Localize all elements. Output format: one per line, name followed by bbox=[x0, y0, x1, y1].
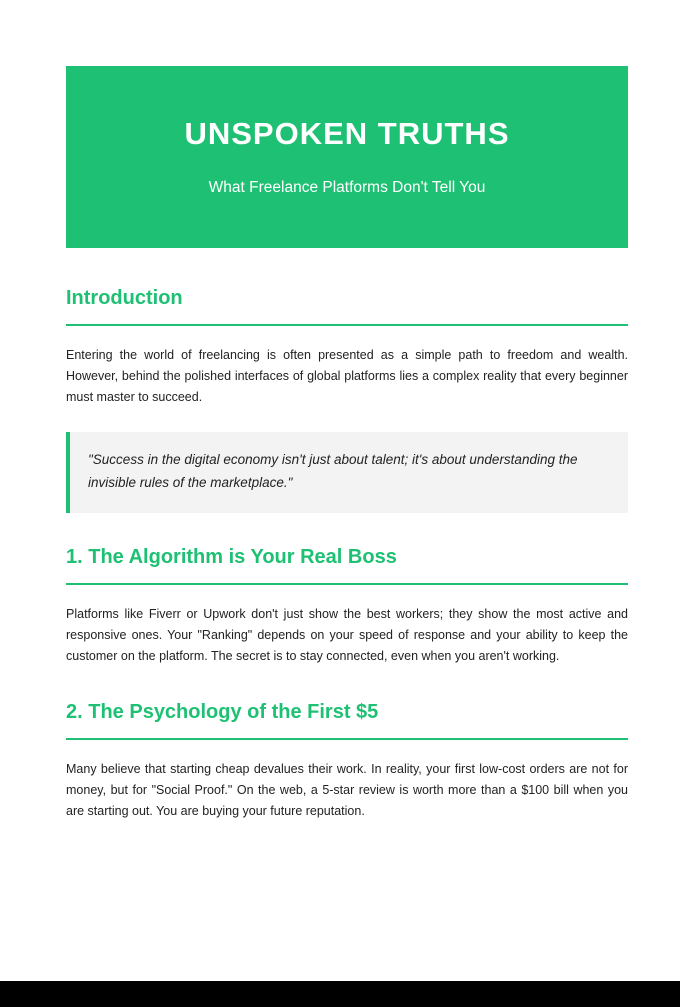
section-psychology-divider bbox=[66, 738, 628, 740]
section-algorithm bbox=[66, 545, 628, 667]
document-page bbox=[66, 66, 628, 822]
section-psychology bbox=[66, 700, 628, 822]
section-algorithm-paragraph: Platforms like Fiverr or Upwork don't just show the best workers; they show the most active and responsive ones. Your "Ranking" depends on your speed of response and your ability to keep the customer on the platform. The secret is to stay connected, even when you aren't working. bbox=[66, 607, 628, 663]
page-title: UNSPOKEN TRUTHS bbox=[184, 116, 510, 151]
introduction-heading: Introduction bbox=[66, 287, 183, 309]
bottom-bar bbox=[0, 981, 680, 1007]
introduction-paragraph: Entering the world of freelancing is often presented as a simple path to freedom and wealth. However, behind the polished interfaces of global platforms lies a complex reality that every beginner must master to succeed. bbox=[66, 348, 628, 404]
introduction-section bbox=[66, 286, 628, 513]
introduction-divider bbox=[66, 324, 628, 326]
section-algorithm-heading: 1. The Algorithm is Your Real Boss bbox=[66, 546, 397, 568]
section-psychology-paragraph: Many believe that starting cheap devalues their work. In reality, your first low-cost orders are not for money, but for "Social Proof." On the web, a 5-star review is worth more than a $100 bill when you are starting out. You are buying your future reputation. bbox=[66, 762, 628, 818]
pull-quote: "Success in the digital economy isn't just about talent; it's about understanding the invisible rules of the marketplace." bbox=[66, 432, 628, 513]
page-subtitle: What Freelance Platforms Don't Tell You bbox=[208, 179, 486, 196]
hero-banner bbox=[66, 66, 628, 248]
section-psychology-heading: 2. The Psychology of the First $5 bbox=[66, 701, 379, 723]
section-algorithm-divider bbox=[66, 583, 628, 585]
